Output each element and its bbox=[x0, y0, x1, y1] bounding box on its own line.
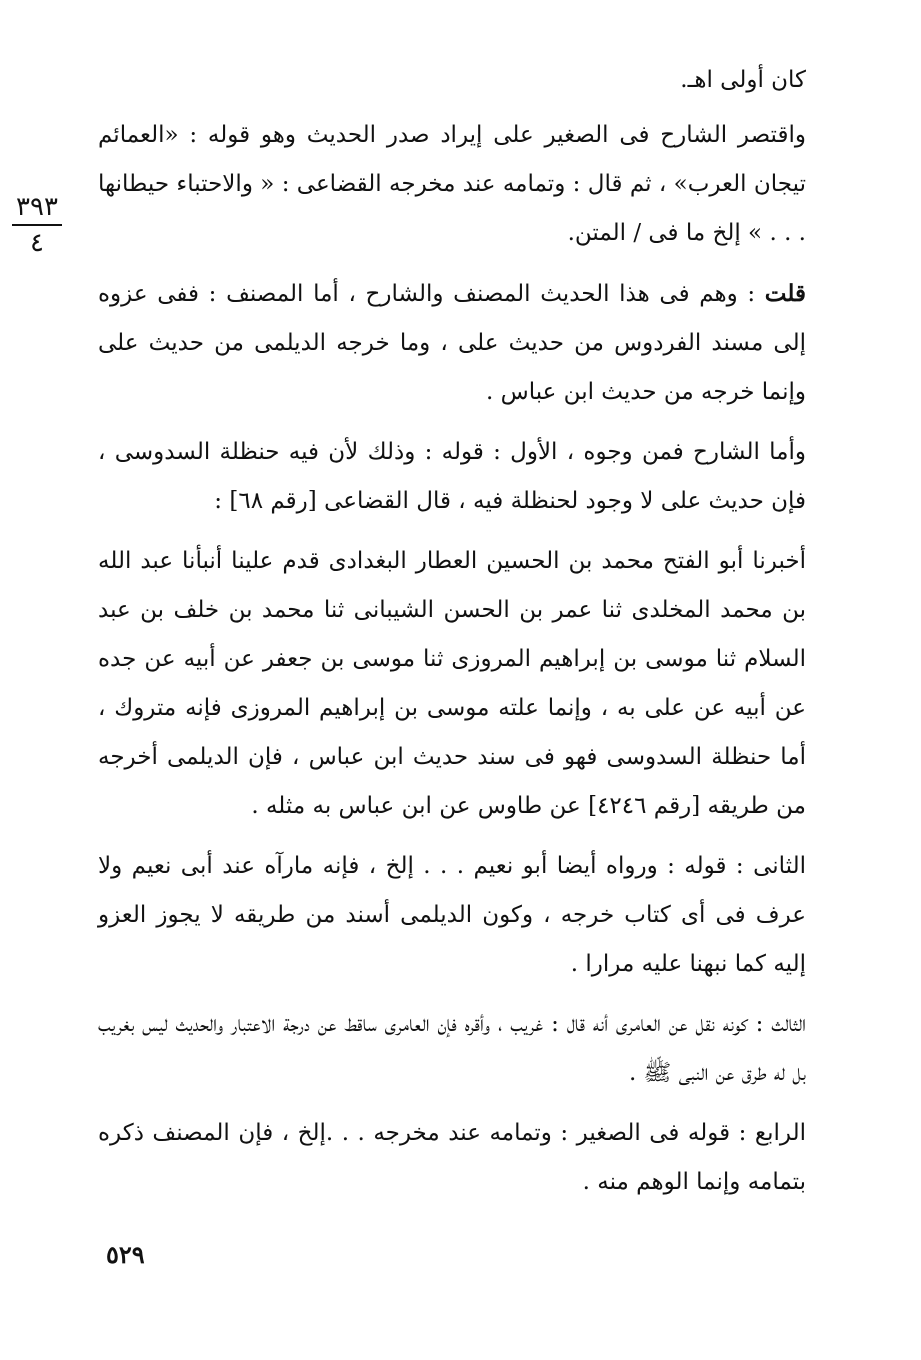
paragraph-3-lead: قلت bbox=[764, 280, 806, 307]
paragraph-2-text: واقتصر الشارح فى الصغير على إيراد صدر الحديث وهو قوله : «العمائم تيجان العرب» ، ثم قال : وتمامه عند مخرجه القضاعى : « والاحتباء حيطانها . . . » إلخ ما فى / المتن. bbox=[98, 122, 806, 246]
paragraph-6-text: الثانى : قوله : ورواه أيضا أبو نعيم . . . إلخ ، فإنه مارآه عند أبى نعيم ولا عرف فى أى كتاب خرجه ، وكون الديلمى أسند من طريقه لا يجوز العزو إليه كما نبهنا عليه مرارا . bbox=[98, 853, 806, 977]
paragraph-1-text: كان أولى اهـ. bbox=[680, 67, 806, 93]
margin-reference-top: ٣٩٣ bbox=[16, 192, 58, 222]
paragraph-2 bbox=[98, 111, 806, 258]
paragraph-3 bbox=[98, 269, 806, 417]
paragraph-5-text: أخبرنا أبو الفتح محمد بن الحسين العطار البغدادى قدم علينا أنبأنا عبد الله بن محمد المخلدى ثنا عمر بن الحسن الشيبانى ثنا محمد بن خلف بن عبد السلام ثنا موسى بن إبراهيم المروزى ثنا موسى بن جعفر عن أبيه عن جده عن أبيه عن على به ، وإنما علته موسى بن إبراهيم المروزى فإنه متروك ، أما حنظلة السدوسى فهو فى سند حديث ابن عباس ، فإن الديلمى أخرجه من طريقه [رقم ٤٢٤٦] عن طاوس عن ابن عباس به مثله . bbox=[98, 548, 806, 819]
page-number: ٥٢٩ bbox=[106, 1240, 145, 1269]
margin-reference bbox=[8, 190, 66, 260]
margin-reference-bottom: ٤ bbox=[30, 228, 44, 258]
paragraph-6 bbox=[98, 842, 806, 989]
paragraph-3-text: : وهم فى هذا الحديث المصنف والشارح ، أما المصنف : ففى عزوه إلى مسند الفردوس من حديث على ، وما خرجه الديلمى من حديث على وإنما خرجه من حديث ابن عباس . bbox=[98, 281, 806, 405]
paragraph-8 bbox=[98, 1109, 806, 1207]
paragraph-7 bbox=[98, 1000, 806, 1098]
paragraph-7-text: الثالث : كونه نقل عن العامرى أنه قال : غريب ، وأقره فإن العامرى ساقط عن درجة الاعتبار والحديث ليس بغريب بل له طرق عن النبى ﷺ . bbox=[98, 1011, 806, 1086]
paragraph-1 bbox=[98, 56, 806, 105]
body-text bbox=[98, 56, 806, 1218]
paragraph-8-text: الرابع : قوله فى الصغير : وتمامه عند مخرجه . . .إلخ ، فإن المصنف ذكره بتمامه وإنما الوهم منه . bbox=[98, 1120, 806, 1195]
paragraph-4-text: وأما الشارح فمن وجوه ، الأول : قوله : وذلك لأن فيه حنظلة السدوسى ، فإن حديث على لا وجود لحنظلة فيه ، قال القضاعى [رقم ٦٨] : bbox=[98, 439, 806, 514]
paragraph-5 bbox=[98, 537, 806, 831]
paragraph-4 bbox=[98, 428, 806, 526]
